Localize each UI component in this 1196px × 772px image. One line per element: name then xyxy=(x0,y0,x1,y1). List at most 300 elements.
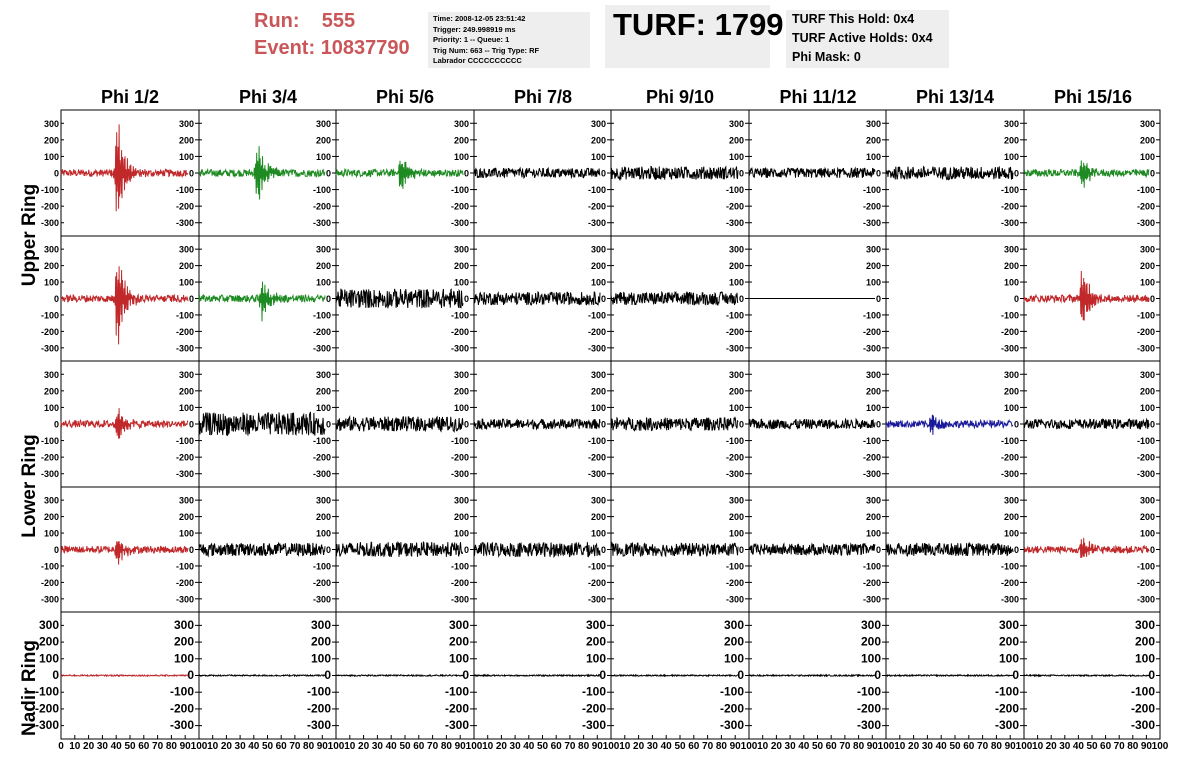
y-tick-label: 0 xyxy=(1149,545,1155,555)
panel-r4-c5 xyxy=(611,487,749,612)
y-tick-label-left: 0 xyxy=(53,545,59,555)
y-tick-label: -100 xyxy=(450,185,469,196)
y-tick-label: 100 xyxy=(310,651,331,666)
y-tick-label: -300 xyxy=(1000,594,1019,605)
panel-r5-c6 xyxy=(749,612,895,752)
x-tick-label: 30 xyxy=(646,741,658,752)
x-tick-label: 70 xyxy=(564,741,576,752)
y-tick-label: -300 xyxy=(312,343,331,354)
y-tick-label: -300 xyxy=(312,469,331,480)
y-tick-label: -100 xyxy=(862,185,881,196)
y-tick-label: 0 xyxy=(738,168,744,179)
phi-label-8: Phi 15/16 xyxy=(1053,87,1133,107)
y-tick-label: -300 xyxy=(1136,469,1155,480)
y-tick-label: 300 xyxy=(1139,244,1155,255)
panel-r5-c1 xyxy=(35,612,208,752)
y-tick-label: 300 xyxy=(178,495,194,506)
run-value: 555 xyxy=(321,10,356,32)
y-tick-label: 300 xyxy=(453,244,469,255)
y-tick-label: -100 xyxy=(587,185,606,196)
y-tick-label: 0 xyxy=(738,545,744,555)
y-tick-label: 200 xyxy=(1139,135,1155,146)
y-tick-label: 0 xyxy=(325,419,331,430)
x-tick-label: 20 xyxy=(633,741,645,752)
x-tick-label: 40 xyxy=(798,741,810,752)
y-tick-label: -100 xyxy=(587,561,606,572)
panel-r3-c1 xyxy=(41,361,199,487)
panel-r4-c4 xyxy=(474,487,611,612)
x-tick-label: 60 xyxy=(688,741,700,752)
y-tick-label: -300 xyxy=(862,594,881,605)
y-tick-label: 300 xyxy=(315,118,331,129)
x-tick-label: 80 xyxy=(1127,741,1139,752)
y-tick-label: -100 xyxy=(581,684,606,699)
x-tick-label: 10 xyxy=(69,741,81,752)
y-tick-label: 0 xyxy=(1148,668,1155,682)
phi-label-4: Phi 7/8 xyxy=(513,87,573,107)
panel-r4-c1 xyxy=(41,487,199,612)
y-tick-label: 200 xyxy=(315,386,331,397)
y-tick-label: -200 xyxy=(1136,452,1155,463)
waveform-trace xyxy=(1024,538,1149,558)
panel-r5-c7 xyxy=(886,612,1033,752)
y-tick-label: 300 xyxy=(453,495,469,506)
y-tick-label-left: 200 xyxy=(43,386,59,397)
x-tick-label: 70 xyxy=(427,741,439,752)
y-tick-label: -200 xyxy=(862,326,881,337)
y-tick-label: 300 xyxy=(315,369,331,380)
y-tick-label: 0 xyxy=(737,668,744,682)
panel-r1-c4 xyxy=(474,110,611,236)
y-tick-label-left: -200 xyxy=(40,452,59,463)
y-tick-label: 300 xyxy=(860,617,881,632)
y-tick-label-left: -200 xyxy=(40,577,59,588)
y-tick-label: -200 xyxy=(587,201,606,212)
y-tick-label: -200 xyxy=(175,452,194,463)
y-tick-label: -200 xyxy=(862,201,881,212)
y-tick-label: -300 xyxy=(725,594,744,605)
y-tick-label: 300 xyxy=(865,244,881,255)
y-tick-label: 300 xyxy=(728,118,744,129)
waveform-trace xyxy=(336,161,463,189)
x-tick-label: 20 xyxy=(83,741,95,752)
y-tick-label: -200 xyxy=(862,452,881,463)
x-tick-label: 70 xyxy=(1113,741,1125,752)
y-tick-label: 200 xyxy=(723,634,744,649)
y-tick-label-left: 200 xyxy=(43,261,59,272)
x-tick-label: 10 xyxy=(894,741,906,752)
y-tick-label: 100 xyxy=(1139,151,1155,162)
waveform-trace xyxy=(611,167,738,180)
y-tick-label: 100 xyxy=(1139,277,1155,288)
y-tick-label: 200 xyxy=(860,634,881,649)
waveform-trace xyxy=(336,542,463,557)
y-tick-label: 300 xyxy=(865,495,881,506)
y-tick-label: -300 xyxy=(1000,469,1019,480)
x-tick-label: 60 xyxy=(963,741,975,752)
x-tick-label: 100 xyxy=(1151,741,1169,752)
waveform-trace xyxy=(1024,161,1149,188)
y-tick-label: -200 xyxy=(862,577,881,588)
y-tick-label: 0 xyxy=(1013,545,1019,555)
panel-r1-c6 xyxy=(749,110,886,236)
y-tick-label: 300 xyxy=(728,244,744,255)
y-tick-label: 200 xyxy=(453,386,469,397)
waveform-trace xyxy=(474,419,600,429)
panel-r1-c7 xyxy=(886,110,1024,236)
y-tick-label: -100 xyxy=(1136,436,1155,447)
y-tick-label: -300 xyxy=(994,718,1019,733)
y-tick-label: 0 xyxy=(874,668,881,682)
y-tick-label: -100 xyxy=(725,310,744,321)
y-tick-label: -200 xyxy=(312,201,331,212)
y-tick-label: 0 xyxy=(600,545,606,555)
y-tick-label: 100 xyxy=(453,528,469,539)
ring-label-nadir: Nadir Ring xyxy=(19,639,40,737)
y-tick-label-left: 300 xyxy=(43,495,59,506)
turf-active-holds: TURF Active Holds: 0x4 xyxy=(792,31,933,45)
y-tick-label: -300 xyxy=(725,343,744,354)
y-tick-label: 0 xyxy=(1149,419,1155,430)
x-tick-label: 50 xyxy=(399,741,411,752)
y-tick-label: -300 xyxy=(719,718,744,733)
panel-r2-c7 xyxy=(886,236,1024,361)
x-tick-label: 40 xyxy=(110,741,122,752)
x-tick-label: 90 xyxy=(454,741,466,752)
y-tick-label: 100 xyxy=(728,528,744,539)
y-tick-label: 100 xyxy=(865,402,881,413)
y-tick-label: 300 xyxy=(315,495,331,506)
panel-r1-c5 xyxy=(611,110,749,236)
y-tick-label: -300 xyxy=(587,469,606,480)
waveform-trace xyxy=(749,544,875,555)
y-tick-label: -200 xyxy=(1000,326,1019,337)
y-tick-label: -100 xyxy=(725,436,744,447)
y-tick-label: 0 xyxy=(875,294,881,304)
y-tick-label-left: 200 xyxy=(38,634,59,649)
y-tick-label: 0 xyxy=(1013,419,1019,430)
event-value: 10837790 xyxy=(320,37,410,59)
panel-r4-c8 xyxy=(1024,487,1160,612)
y-tick-label: -300 xyxy=(450,218,469,229)
y-tick-label: 100 xyxy=(590,528,606,539)
y-tick-label: -200 xyxy=(1000,201,1019,212)
y-tick-label: 0 xyxy=(463,419,469,430)
y-tick-label: 0 xyxy=(1012,668,1019,682)
y-tick-label: 0 xyxy=(599,668,606,682)
y-tick-label: -300 xyxy=(306,718,331,733)
y-tick-label-left: -300 xyxy=(40,469,59,480)
y-tick-label: 100 xyxy=(178,402,194,413)
panel-r2-c2 xyxy=(199,236,336,361)
y-tick-label: 100 xyxy=(723,651,744,666)
x-tick-label: 30 xyxy=(371,741,383,752)
x-tick-label: 40 xyxy=(385,741,397,752)
y-tick-label: -200 xyxy=(725,201,744,212)
waveform-trace xyxy=(474,542,600,557)
y-tick-label: 300 xyxy=(178,244,194,255)
waveform-trace xyxy=(611,417,738,430)
y-tick-label-left: 100 xyxy=(43,277,59,288)
waveform-trace xyxy=(199,543,325,556)
x-tick-label: 10 xyxy=(757,741,769,752)
y-tick-label: 200 xyxy=(453,135,469,146)
x-tick-label: 70 xyxy=(977,741,989,752)
x-tick-label: 40 xyxy=(935,741,947,752)
y-tick-label: -100 xyxy=(175,185,194,196)
x-tick-label: 100 xyxy=(877,741,895,752)
waveform-trace xyxy=(61,541,188,564)
y-tick-label: -300 xyxy=(1130,718,1155,733)
y-tick-label: 300 xyxy=(585,617,606,632)
y-tick-label: -300 xyxy=(444,718,469,733)
panel-r4-c6 xyxy=(749,487,886,612)
y-tick-label: 0 xyxy=(600,168,606,179)
x-tick-label: 20 xyxy=(1045,741,1057,752)
x-tick-label: 20 xyxy=(908,741,920,752)
y-tick-label: 300 xyxy=(1003,369,1019,380)
panel-r2-c4 xyxy=(474,236,611,361)
y-tick-label: 200 xyxy=(865,261,881,272)
y-tick-label: 300 xyxy=(173,617,194,632)
y-tick-label: -100 xyxy=(1000,436,1019,447)
x-tick-label: 50 xyxy=(811,741,824,752)
x-tick-label: 60 xyxy=(550,741,562,752)
waveform-trace xyxy=(474,292,600,305)
waveform-trace xyxy=(61,675,188,676)
y-tick-label: 300 xyxy=(1139,495,1155,506)
y-tick-label: 0 xyxy=(875,168,881,179)
phi-label-3: Phi 5/6 xyxy=(375,87,435,107)
phi-label-2: Phi 3/4 xyxy=(238,87,298,107)
waveform-trace xyxy=(886,415,1013,435)
x-tick-label: 50 xyxy=(261,741,274,752)
y-tick-label: -200 xyxy=(725,577,744,588)
x-tick-label: 10 xyxy=(619,741,631,752)
y-tick-label-left: -200 xyxy=(34,701,59,716)
panel-r5-c8 xyxy=(1024,612,1169,752)
x-tick-label: 100 xyxy=(1015,741,1033,752)
phi-label-7: Phi 13/14 xyxy=(915,87,995,107)
y-tick-label: 0 xyxy=(188,168,194,179)
waveform-trace xyxy=(199,412,325,435)
y-tick-label: 100 xyxy=(315,277,331,288)
panel-r3-c3 xyxy=(336,361,474,487)
y-tick-label: -200 xyxy=(312,577,331,588)
y-tick-label: 300 xyxy=(590,118,606,129)
y-tick-label: 100 xyxy=(728,277,744,288)
y-tick-label: -100 xyxy=(450,561,469,572)
y-tick-label: 100 xyxy=(590,151,606,162)
panel-r2-c5 xyxy=(611,236,749,361)
y-tick-label-left: 100 xyxy=(43,402,59,413)
x-tick-label: 0 xyxy=(58,741,64,752)
y-tick-label: 300 xyxy=(590,369,606,380)
info-line-labrador: Labrador CCCCCCCCCC xyxy=(433,56,522,65)
phi-label-5: Phi 9/10 xyxy=(645,87,715,107)
waveform-trace xyxy=(1024,271,1149,321)
y-tick-label: 300 xyxy=(865,118,881,129)
y-tick-label: 0 xyxy=(325,168,331,179)
y-tick-label: 300 xyxy=(728,495,744,506)
panel-r1-c2 xyxy=(199,110,336,236)
y-tick-label: 300 xyxy=(310,617,331,632)
y-tick-label-left: 0 xyxy=(53,168,59,179)
panel-r5-c2 xyxy=(199,612,345,752)
y-tick-label: 100 xyxy=(315,528,331,539)
y-tick-label: -300 xyxy=(862,343,881,354)
y-tick-label-left: 100 xyxy=(38,651,59,666)
y-tick-label: 0 xyxy=(188,419,194,430)
y-tick-label: 0 xyxy=(463,168,469,179)
panel-r2-c8 xyxy=(1024,236,1160,361)
y-tick-label: -200 xyxy=(450,452,469,463)
y-tick-label: 0 xyxy=(324,668,331,682)
y-tick-label-left: 200 xyxy=(43,135,59,146)
y-tick-label: 300 xyxy=(1134,617,1155,632)
y-tick-label: -300 xyxy=(312,218,331,229)
turf-this-hold: TURF This Hold: 0x4 xyxy=(792,12,915,26)
y-tick-label: 300 xyxy=(723,617,744,632)
y-tick-label: 200 xyxy=(590,386,606,397)
y-tick-label: 100 xyxy=(860,651,881,666)
y-tick-label: -100 xyxy=(862,310,881,321)
y-tick-label-left: -100 xyxy=(40,185,59,196)
waveform-trace xyxy=(611,292,738,305)
x-tick-label: 30 xyxy=(234,741,246,752)
y-tick-label: -100 xyxy=(312,185,331,196)
y-tick-label: -100 xyxy=(719,684,744,699)
x-tick-label: 80 xyxy=(715,741,727,752)
y-tick-label: -100 xyxy=(1130,684,1155,699)
x-tick-label: 100 xyxy=(740,741,758,752)
x-tick-label: 80 xyxy=(440,741,452,752)
x-tick-label: 30 xyxy=(921,741,933,752)
x-tick-label: 20 xyxy=(358,741,370,752)
y-tick-label: 100 xyxy=(1134,651,1155,666)
waveform-trace xyxy=(474,168,600,178)
y-tick-label: 200 xyxy=(1134,634,1155,649)
y-tick-label: -100 xyxy=(1136,561,1155,572)
y-tick-label: -300 xyxy=(450,469,469,480)
waveform-trace xyxy=(749,419,875,429)
y-tick-label: 200 xyxy=(448,634,469,649)
y-tick-label: -300 xyxy=(169,718,194,733)
y-tick-label: -200 xyxy=(581,701,606,716)
y-tick-label-left: 300 xyxy=(43,244,59,255)
y-tick-label: 0 xyxy=(188,294,194,304)
y-tick-label: -300 xyxy=(1136,343,1155,354)
y-tick-label: -200 xyxy=(175,326,194,337)
x-tick-label: 10 xyxy=(344,741,356,752)
panel-r4-c7 xyxy=(886,487,1024,612)
y-tick-label: 200 xyxy=(1139,261,1155,272)
y-tick-label: 100 xyxy=(1139,402,1155,413)
waveform-trace xyxy=(886,543,1013,556)
y-tick-label: 100 xyxy=(1003,151,1019,162)
run-label: Run: xyxy=(254,10,300,32)
y-tick-label: 200 xyxy=(453,261,469,272)
y-tick-label: 300 xyxy=(590,244,606,255)
y-tick-label: -200 xyxy=(306,701,331,716)
x-tick-label: 20 xyxy=(770,741,782,752)
y-tick-label: -300 xyxy=(1136,218,1155,229)
y-tick-label: 200 xyxy=(590,135,606,146)
y-tick-label: -300 xyxy=(856,718,881,733)
panel-r3-c2 xyxy=(199,361,336,487)
y-tick-label: 100 xyxy=(453,277,469,288)
waveform-trace xyxy=(199,146,325,199)
y-tick-label: -100 xyxy=(312,561,331,572)
y-tick-label: 200 xyxy=(1003,512,1019,523)
y-tick-label: -100 xyxy=(1136,185,1155,196)
waveform-trace xyxy=(199,282,325,322)
y-tick-label-left: 100 xyxy=(43,528,59,539)
y-tick-label: -300 xyxy=(862,218,881,229)
y-tick-label: -200 xyxy=(450,201,469,212)
x-tick-label: 90 xyxy=(729,741,741,752)
y-tick-label: 0 xyxy=(187,668,194,682)
y-tick-label: 100 xyxy=(1003,528,1019,539)
y-tick-label: 100 xyxy=(865,277,881,288)
y-tick-label: 300 xyxy=(178,369,194,380)
y-tick-label: 300 xyxy=(1003,118,1019,129)
waveform-trace xyxy=(1024,419,1149,429)
y-tick-label: -100 xyxy=(175,310,194,321)
y-tick-label: 100 xyxy=(453,151,469,162)
y-tick-label: 300 xyxy=(1139,369,1155,380)
y-tick-label: 300 xyxy=(315,244,331,255)
y-tick-label: -200 xyxy=(1000,577,1019,588)
waveform-trace xyxy=(336,289,463,309)
y-tick-label: -200 xyxy=(450,577,469,588)
y-tick-label: 0 xyxy=(600,294,606,304)
y-tick-label-left: -100 xyxy=(34,684,59,699)
x-tick-label: 80 xyxy=(303,741,315,752)
y-tick-label: 200 xyxy=(728,261,744,272)
phi-label-6: Phi 11/12 xyxy=(779,87,857,107)
x-tick-label: 10 xyxy=(1032,741,1044,752)
x-tick-label: 70 xyxy=(839,741,851,752)
x-tick-label: 20 xyxy=(220,741,232,752)
y-tick-label: 200 xyxy=(1003,261,1019,272)
y-tick-label: -100 xyxy=(587,310,606,321)
x-tick-label: 90 xyxy=(866,741,878,752)
x-tick-label: 100 xyxy=(190,741,208,752)
waveform-trace xyxy=(1024,675,1149,676)
y-tick-label: 200 xyxy=(728,386,744,397)
x-tick-label: 10 xyxy=(207,741,219,752)
x-tick-label: 100 xyxy=(602,741,620,752)
x-tick-label: 30 xyxy=(96,741,108,752)
y-tick-label: 100 xyxy=(728,402,744,413)
y-tick-label: 100 xyxy=(590,277,606,288)
y-tick-label: 200 xyxy=(590,261,606,272)
waveform-trace xyxy=(886,675,1013,676)
y-tick-label: 0 xyxy=(875,419,881,430)
y-tick-label: 200 xyxy=(590,512,606,523)
x-tick-label: 40 xyxy=(660,741,672,752)
y-tick-label: 200 xyxy=(1003,135,1019,146)
x-tick-label: 70 xyxy=(152,741,164,752)
y-tick-label: -200 xyxy=(1136,577,1155,588)
y-tick-label: -200 xyxy=(587,452,606,463)
y-tick-label: 300 xyxy=(728,369,744,380)
y-tick-label: -100 xyxy=(175,436,194,447)
info-line-trignum: Trig Num: 663 -- Trig Type: RF xyxy=(433,45,540,55)
y-tick-label: 0 xyxy=(325,545,331,555)
y-tick-label: 200 xyxy=(315,135,331,146)
